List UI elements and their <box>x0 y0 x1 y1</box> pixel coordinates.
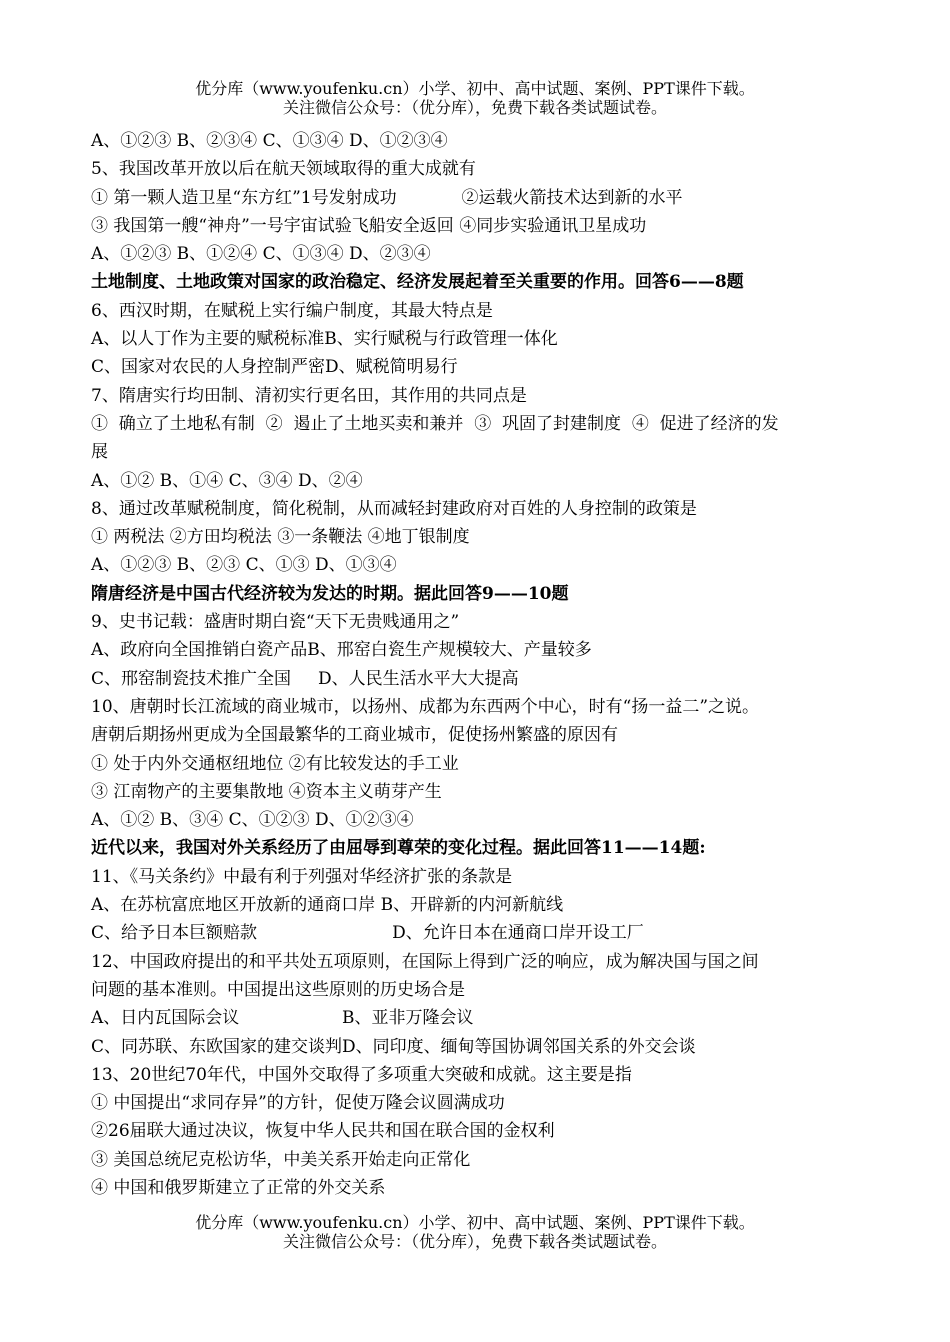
header-line-2: 关注微信公众号：（优分库），免费下载各类试题试卷。 <box>282 98 667 117</box>
question-13: 13、20世纪70年代，中国外交取得了多项重大突破和成就。这主要是指 <box>91 1064 632 1085</box>
question-8: 8、通过改革赋税制度，简化税制，从而减轻封建政府对百姓的人身控制的政策是 <box>91 498 697 519</box>
q6-options-a-b: A、以人丁作为主要的赋税标准B、实行赋税与行政管理一体化 <box>91 329 558 350</box>
q10-statements-3-4: ③ 江南物产的主要集散地 ④资本主义萌芽产生 <box>91 781 442 802</box>
question-9: 9、史书记载：盛唐时期白瓷“天下无贵贱通用之” <box>91 612 460 633</box>
q11-options-a-b: A、在苏杭富庶地区开放新的通商口岸 B、开辟新的内河新航线 <box>91 895 564 916</box>
footer-line-1: 优分库（www.youfenku.cn）小学、初中、高中试题、案例、PPT课件下载。 <box>195 1213 755 1232</box>
question-11: 11、《马关条约》中最有利于列强对华经济扩张的条款是 <box>91 866 513 887</box>
q11-options-c-d: C、给予日本巨额赔款 D、允许日本在通商口岸开设工厂 <box>91 923 644 944</box>
q6-options-c-d: C、国家对农民的人身控制严密D、赋税简明易行 <box>91 357 458 378</box>
answer-options-q8: A、①②③ B、②③ C、①③ D、①③④ <box>91 555 397 576</box>
q8-statements: ① 两税法 ②方田均税法 ③一条鞭法 ④地丁银制度 <box>91 527 470 548</box>
question-6: 6、西汉时期，在赋税上实行编户制度，其最大特点是 <box>91 300 493 321</box>
q13-statement-4: ④ 中国和俄罗斯建立了正常的外交关系 <box>91 1177 386 1198</box>
q13-statement-3: ③ 美国总统尼克松访华，中美关系开始走向正常化 <box>91 1149 471 1170</box>
question-7: 7、隋唐实行均田制、清初实行更名田，其作用的共同点是 <box>91 385 527 406</box>
header-line-1: 优分库（www.youfenku.cn）小学、初中、高中试题、案例、PPT课件下载。 <box>195 79 755 98</box>
answer-options-q5: A、①②③ B、①②④ C、①③④ D、②③④ <box>91 244 431 265</box>
q12-options-c-d: C、同苏联、东欧国家的建交谈判D、同印度、缅甸等国协调邻国关系的外交会谈 <box>91 1036 696 1057</box>
answer-options-q4: A、①②③ B、②③④ C、①③④ D、①②③④ <box>91 131 448 151</box>
question-5: 5、我国改革开放以后在航天领域取得的重大成就有 <box>91 159 476 180</box>
question-10: 10、唐朝时长江流域的商业城市，以扬州、成都为东西两个中心，时有“扬一益二”之说。 <box>91 696 760 717</box>
q10-statements-1-2: ① 处于内外交通枢纽地位 ②有比较发达的手工业 <box>91 753 459 774</box>
question-12-continued: 问题的基本准则。中国提出这些原则的历史场合是 <box>91 979 465 1000</box>
q5-statements-3-4: ③ 我国第一艘“神舟”一号宇宙试验飞船安全返回 ④同步实验通讯卫星成功 <box>91 215 647 236</box>
question-12: 12、中国政府提出的和平共处五项原则，在国际上得到广泛的响应，成为解决国与国之间 <box>91 951 759 972</box>
document-body <box>91 127 881 1202</box>
footer-line-2: 关注微信公众号：（优分库），免费下载各类试题试卷。 <box>282 1232 667 1251</box>
question-10-continued: 唐朝后期扬州更成为全国最繁华的工商业城市，促使扬州繁盛的原因有 <box>91 725 618 746</box>
answer-options-q10: A、①② B、③④ C、①②③ D、①②③④ <box>91 810 414 831</box>
q5-statements-1-2: ① 第一颗人造卫星“东方红”1号发射成功 ②运载火箭技术达到新的水平 <box>91 187 683 208</box>
q7-statements: ① 确立了土地私有制 ② 遏止了土地买卖和兼并 ③ 巩固了封建制度 ④ 促进了经济的发 <box>91 413 779 434</box>
answer-options-q7: A、①② B、①④ C、③④ D、②④ <box>91 470 363 491</box>
q9-options-c-d: C、邢窑制瓷技术推广全国 D、人民生活水平大大提高 <box>91 668 519 689</box>
page-header <box>0 79 950 117</box>
section-heading-6-8: 土地制度、土地政策对国家的政治稳定、经济发展起着至关重要的作用。回答6——8题 <box>91 272 744 293</box>
section-heading-11-14: 近代以来，我国对外关系经历了由屈辱到尊荣的变化过程。据此回答11——14题: <box>91 838 706 859</box>
page-footer <box>0 1213 950 1251</box>
q7-statements-continued: 展 <box>91 442 108 463</box>
q13-statement-1: ① 中国提出“求同存异”的方针，促使万隆会议圆满成功 <box>91 1093 505 1114</box>
section-heading-9-10: 隋唐经济是中国古代经济较为发达的时期。据此回答9——10题 <box>91 583 569 604</box>
q9-options-a-b: A、政府向全国推销白瓷产品B、邢窑白瓷生产规模较大、产量较多 <box>91 640 592 661</box>
q12-options-a-b: A、日内瓦国际会议 B、亚非万隆会议 <box>91 1008 474 1029</box>
q13-statement-2: ②26届联大通过决议，恢复中华人民共和国在联合国的金权利 <box>91 1121 555 1142</box>
